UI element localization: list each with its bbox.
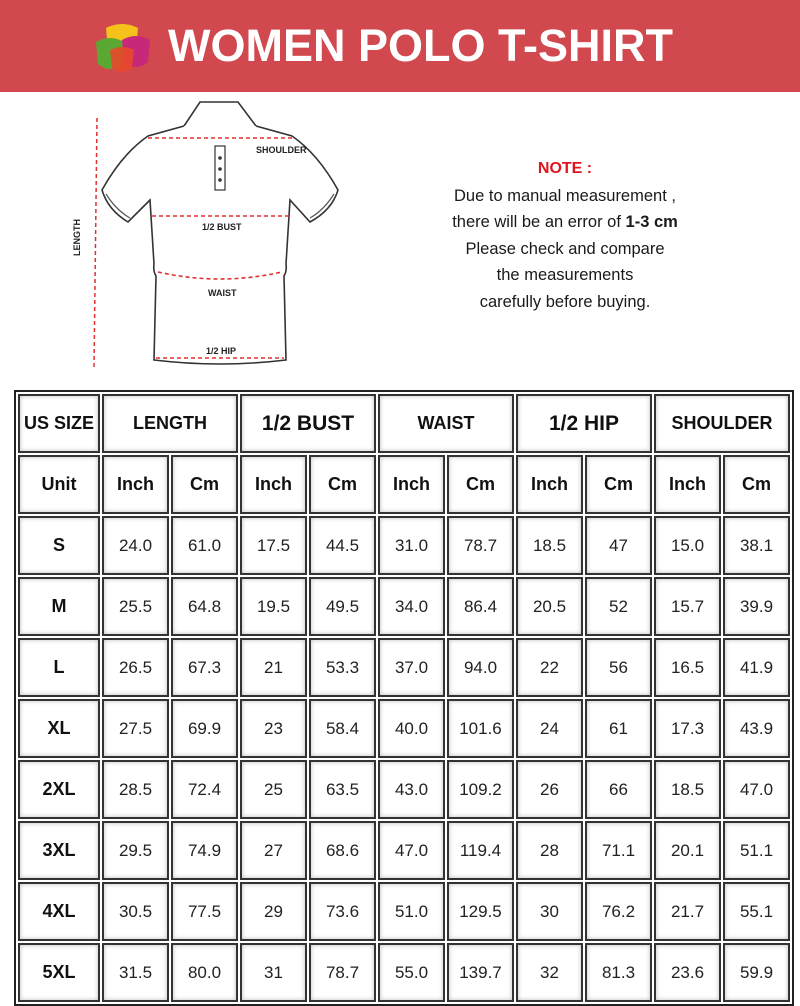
group-header-row (18, 394, 790, 453)
bust-header: 1/2 BUST (240, 394, 376, 453)
note-line-1: Due to manual measurement , (454, 186, 676, 205)
value-cell: 17.5 (240, 516, 307, 575)
value-cell: 31 (240, 943, 307, 1002)
note-line-3: Please check and compare (465, 239, 665, 258)
value-cell: 47 (585, 516, 652, 575)
waist-label: WAIST (208, 288, 237, 298)
value-cell: 27.5 (102, 699, 169, 758)
size-cell: 4XL (18, 882, 100, 941)
value-cell: 38.1 (723, 516, 790, 575)
value-cell: 73.6 (309, 882, 376, 941)
value-cell: 63.5 (309, 760, 376, 819)
value-cell: 30 (516, 882, 583, 941)
unit-row (18, 455, 790, 514)
value-cell: 61 (585, 699, 652, 758)
value-cell: 78.7 (309, 943, 376, 1002)
value-cell: 52 (585, 577, 652, 636)
value-cell: 18.5 (654, 760, 721, 819)
value-cell: 37.0 (378, 638, 445, 697)
value-cell: 66 (585, 760, 652, 819)
value-cell: 19.5 (240, 577, 307, 636)
value-cell: 32 (516, 943, 583, 1002)
hip-header: 1/2 HIP (516, 394, 652, 453)
value-cell: 25.5 (102, 577, 169, 636)
value-cell: 17.3 (654, 699, 721, 758)
page-title: WOMEN POLO T-SHIRT (168, 20, 673, 71)
unit-inch: Inch (240, 455, 307, 514)
value-cell: 53.3 (309, 638, 376, 697)
header-banner (0, 0, 800, 92)
value-cell: 28.5 (102, 760, 169, 819)
value-cell: 23 (240, 699, 307, 758)
value-cell: 26.5 (102, 638, 169, 697)
table-row (18, 943, 790, 1002)
unit-cm: Cm (447, 455, 514, 514)
shoulder-header: SHOULDER (654, 394, 790, 453)
value-cell: 39.9 (723, 577, 790, 636)
waist-header: WAIST (378, 394, 514, 453)
value-cell: 77.5 (171, 882, 238, 941)
table-row (18, 638, 790, 697)
hip-label: 1/2 HIP (206, 346, 237, 356)
value-cell: 58.4 (309, 699, 376, 758)
length-header: LENGTH (102, 394, 238, 453)
bust-label: 1/2 BUST (202, 222, 242, 232)
value-cell: 74.9 (171, 821, 238, 880)
value-cell: 43.0 (378, 760, 445, 819)
value-cell: 51.0 (378, 882, 445, 941)
us-size-header: US SIZE (18, 394, 100, 453)
size-cell: 3XL (18, 821, 100, 880)
size-cell: M (18, 577, 100, 636)
value-cell: 21.7 (654, 882, 721, 941)
value-cell: 68.6 (309, 821, 376, 880)
value-cell: 55.1 (723, 882, 790, 941)
size-cell: 5XL (18, 943, 100, 1002)
value-cell: 47.0 (723, 760, 790, 819)
colorful-shield-logo-icon (92, 20, 158, 80)
note-box (420, 156, 710, 315)
value-cell: 76.2 (585, 882, 652, 941)
value-cell: 129.5 (447, 882, 514, 941)
size-cell: L (18, 638, 100, 697)
value-cell: 28 (516, 821, 583, 880)
shirt-body (102, 126, 338, 364)
value-cell: 56 (585, 638, 652, 697)
value-cell: 24 (516, 699, 583, 758)
table-row (18, 699, 790, 758)
value-cell: 40.0 (378, 699, 445, 758)
value-cell: 61.0 (171, 516, 238, 575)
note-line-2: there will be an error of 1-3 cm (452, 213, 678, 231)
unit-inch: Inch (102, 455, 169, 514)
value-cell: 18.5 (516, 516, 583, 575)
value-cell: 80.0 (171, 943, 238, 1002)
table-row (18, 577, 790, 636)
value-cell: 49.5 (309, 577, 376, 636)
value-cell: 71.1 (585, 821, 652, 880)
value-cell: 21 (240, 638, 307, 697)
value-cell: 16.5 (654, 638, 721, 697)
value-cell: 20.5 (516, 577, 583, 636)
note-error-range: 1-3 cm (625, 213, 678, 231)
value-cell: 30.5 (102, 882, 169, 941)
unit-inch: Inch (516, 455, 583, 514)
value-cell: 55.0 (378, 943, 445, 1002)
length-line (94, 118, 97, 368)
value-cell: 23.6 (654, 943, 721, 1002)
value-cell: 41.9 (723, 638, 790, 697)
value-cell: 51.1 (723, 821, 790, 880)
value-cell: 15.7 (654, 577, 721, 636)
value-cell: 31.0 (378, 516, 445, 575)
unit-cm: Cm (723, 455, 790, 514)
size-rows (18, 516, 790, 1002)
value-cell: 26 (516, 760, 583, 819)
size-chart-table (14, 390, 794, 1006)
value-cell: 78.7 (447, 516, 514, 575)
value-cell: 22 (516, 638, 583, 697)
value-cell: 29 (240, 882, 307, 941)
size-cell: 2XL (18, 760, 100, 819)
value-cell: 59.9 (723, 943, 790, 1002)
value-cell: 27 (240, 821, 307, 880)
polo-shirt-diagram (60, 96, 370, 378)
size-cell: XL (18, 699, 100, 758)
unit-inch: Inch (378, 455, 445, 514)
table-row (18, 760, 790, 819)
note-line-4: the measurements (496, 266, 634, 284)
note-line-5: carefully before buying. (479, 292, 651, 311)
value-cell: 20.1 (654, 821, 721, 880)
value-cell: 25 (240, 760, 307, 819)
value-cell: 86.4 (447, 577, 514, 636)
value-cell: 69.9 (171, 699, 238, 758)
unit-label: Unit (18, 455, 100, 514)
value-cell: 29.5 (102, 821, 169, 880)
value-cell: 101.6 (447, 699, 514, 758)
value-cell: 24.0 (102, 516, 169, 575)
note-title: NOTE : (537, 160, 593, 177)
value-cell: 72.4 (171, 760, 238, 819)
unit-inch: Inch (654, 455, 721, 514)
unit-cm: Cm (585, 455, 652, 514)
value-cell: 15.0 (654, 516, 721, 575)
value-cell: 44.5 (309, 516, 376, 575)
table-row (18, 882, 790, 941)
value-cell: 67.3 (171, 638, 238, 697)
value-cell: 119.4 (447, 821, 514, 880)
value-cell: 43.9 (723, 699, 790, 758)
value-cell: 47.0 (378, 821, 445, 880)
value-cell: 109.2 (447, 760, 514, 819)
table-row (18, 821, 790, 880)
table-row (18, 516, 790, 575)
shoulder-label: SHOULDER (256, 145, 307, 155)
value-cell: 81.3 (585, 943, 652, 1002)
unit-cm: Cm (309, 455, 376, 514)
value-cell: 31.5 (102, 943, 169, 1002)
value-cell: 64.8 (171, 577, 238, 636)
length-label: LENGTH (72, 219, 82, 256)
unit-cm: Cm (171, 455, 238, 514)
value-cell: 94.0 (447, 638, 514, 697)
value-cell: 34.0 (378, 577, 445, 636)
size-cell: S (18, 516, 100, 575)
value-cell: 139.7 (447, 943, 514, 1002)
